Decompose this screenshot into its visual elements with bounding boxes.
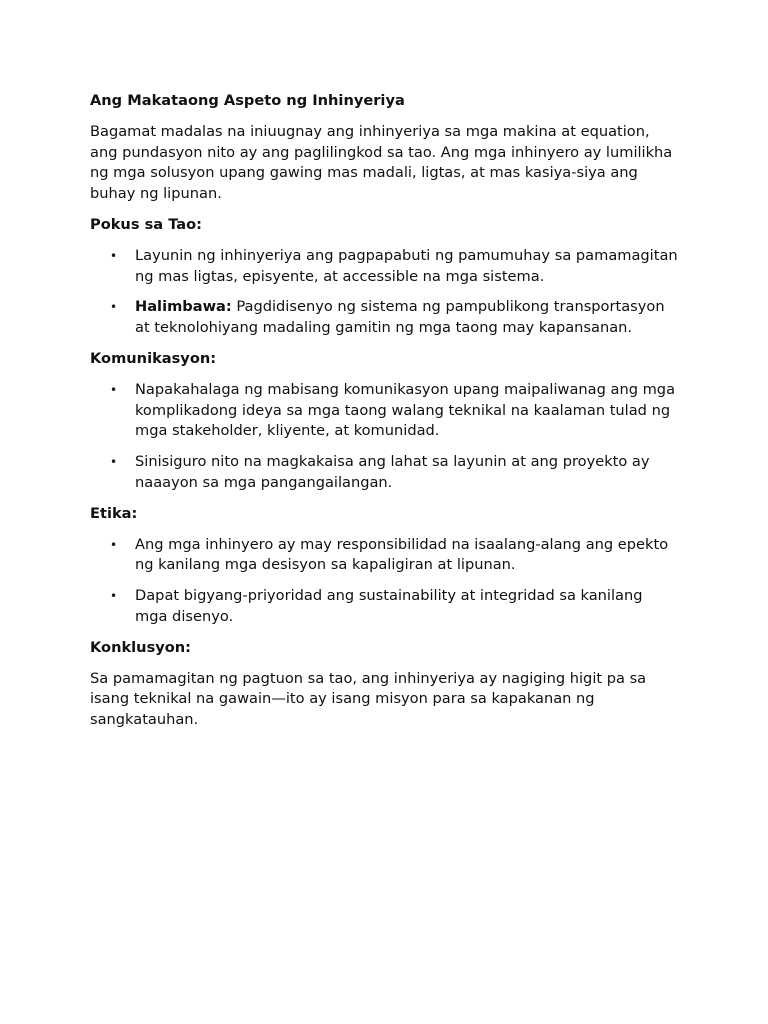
list-item — [90, 586, 678, 628]
section-list-etika — [90, 535, 678, 628]
intro-paragraph: Bagamat madalas na iniuugnay ang inhinyeriya sa mga makina at equation, ang pundasyon nito ay ang paglilingkod sa tao. Ang mga inhinyero ay lumilikha ng mga solusyon upang gawing mas madali, ligtas, at mas kasiya-siya ang buhay ng lipunan. — [90, 122, 673, 203]
list-item-text: Napakahalaga ng mabisang komunikasyon upang maipaliwanag ang mga komplikadong ideya sa mga taong walang teknikal na kaalaman tulad ng mga stakeholder, kliyente, at komunidad. — [135, 380, 676, 440]
bullet-icon: • — [110, 455, 118, 470]
list-item — [90, 380, 678, 442]
conclusion-paragraph: Sa pamamagitan ng pagtuon sa tao, ang inhinyeriya ay nagiging higit pa sa isang teknikal na gawain—ito ay isang misyon para sa kapakanan ng sangkatauhan. — [90, 669, 647, 729]
list-item-lead: Halimbawa: — [135, 298, 232, 316]
list-item-text: Layunin ng inhinyeriya ang pagpapabuti ng pamumuhay sa pamamagitan ng mas ligtas, episyente, at accessible na mga sistema. — [135, 246, 678, 285]
section-heading-pokus: Pokus sa Tao: — [90, 215, 202, 233]
section-heading-etika: Etika: — [90, 504, 138, 522]
list-item — [90, 535, 678, 577]
section-list-pokus — [90, 246, 678, 339]
list-item — [90, 246, 678, 288]
bullet-icon: • — [110, 382, 118, 397]
conclusion-heading: Konklusyon: — [90, 638, 192, 656]
list-item — [90, 297, 678, 339]
section-heading-komunikasyon: Komunikasyon: — [90, 349, 217, 367]
bullet-icon: • — [110, 537, 118, 552]
document-title: Ang Makataong Aspeto ng Inhinyeriya — [90, 92, 405, 109]
list-item — [90, 452, 678, 494]
list-item-text: Sinisiguro nito na magkakaisa ang lahat sa layunin at ang proyekto ay naaayon sa mga pangangailangan. — [135, 453, 650, 491]
bullet-icon: • — [110, 589, 118, 604]
list-item-text: Pagdidisenyo ng sistema ng pampublikong transportasyon at teknolohiyang madaling gamitin ng mga taong may kapansanan. — [135, 298, 665, 337]
bullet-icon: • — [110, 248, 118, 263]
list-item-text: Ang mga inhinyero ay may responsibilidad na isaalang-alang ang epekto ng kanilang mga desisyon sa kapaligiran at lipunan. — [135, 535, 669, 574]
section-list-komunikasyon — [90, 380, 678, 494]
bullet-icon: • — [110, 300, 118, 315]
list-item-text: Dapat bigyang-priyoridad ang sustainability at integridad sa kanilang mga disenyo. — [135, 587, 643, 625]
